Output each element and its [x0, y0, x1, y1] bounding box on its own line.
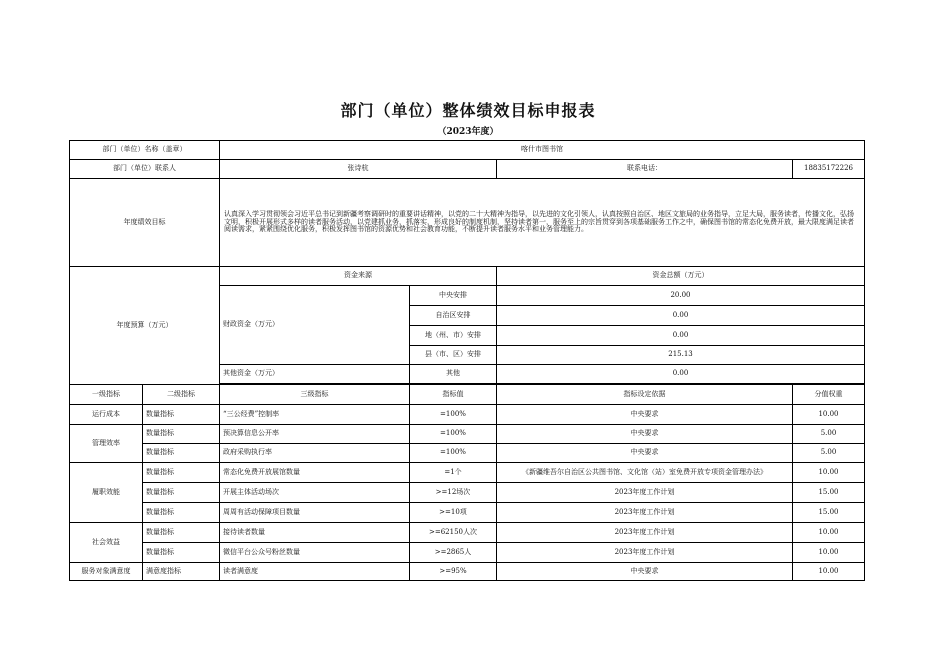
- budget-source-value: 0.00: [497, 326, 865, 346]
- level3-cell: 预决算信息公开率: [220, 425, 410, 444]
- indicator-row: [70, 405, 865, 425]
- other-funds-label: 其他资金（万元）: [220, 365, 410, 384]
- phone-label: 联系电话：: [497, 160, 793, 179]
- dept-name-row: [70, 141, 865, 160]
- budget-source-value: 0.00: [497, 306, 865, 326]
- goal-label: 年度绩效目标: [70, 179, 220, 267]
- basis-cell: 《新疆维吾尔自治区公共图书馆、文化馆（站）室免费开放专项资金管理办法》: [497, 463, 793, 483]
- indicator-row: [70, 483, 865, 503]
- dept-name-label: 部门（单位）名称（盖章）: [70, 141, 220, 160]
- budget-source-value: 215.13: [497, 346, 865, 365]
- basis-cell: 2023年度工作计划: [497, 523, 793, 543]
- level3-cell: 常态化免费开放展馆数量: [220, 463, 410, 483]
- level3-cell: 微信平台公众号粉丝数量: [220, 543, 410, 563]
- level2-cell: 满意度指标: [143, 563, 220, 581]
- basis-cell: 中央要求: [497, 425, 793, 444]
- value-cell: =1个: [410, 463, 497, 483]
- indicator-row: [70, 543, 865, 563]
- level1-cell: 管理效率: [70, 425, 143, 463]
- value-cell: >=2865人: [410, 543, 497, 563]
- weight-cell: 5.00: [793, 425, 865, 444]
- header-basis: 指标设定依据: [497, 385, 793, 405]
- value-cell: >=95%: [410, 563, 497, 581]
- value-cell: =100%: [410, 444, 497, 463]
- budget-source-header: 资金来源: [220, 267, 497, 286]
- level1-cell: 运行成本: [70, 405, 143, 425]
- header-value: 指标值: [410, 385, 497, 405]
- dept-contact-row: [70, 160, 865, 179]
- fiscal-funds-label: 财政资金（万元）: [220, 286, 410, 365]
- level3-cell: 读者满意度: [220, 563, 410, 581]
- budget-source-value: 20.00: [497, 286, 865, 306]
- budget-source-name: 县（市、区）安排: [410, 346, 497, 365]
- goal-row: [70, 179, 865, 267]
- contact-value: 张诗杭: [220, 160, 497, 179]
- weight-cell: 10.00: [793, 563, 865, 581]
- basis-cell: 2023年度工作计划: [497, 483, 793, 503]
- level3-cell: “三公经费”控制率: [220, 405, 410, 425]
- budget-source-name: 中央安排: [410, 286, 497, 306]
- level2-cell: 数量指标: [143, 523, 220, 543]
- basis-cell: 中央要求: [497, 405, 793, 425]
- indicator-row: [70, 444, 865, 463]
- indicator-row: [70, 463, 865, 483]
- basis-cell: 中央要求: [497, 444, 793, 463]
- contact-label: 部门（单位）联系人: [70, 160, 220, 179]
- goal-text: 认真深入学习贯彻领会习近平总书记到新疆考察调研时的重要讲话精神，以党的二十大精神为指导，以先进的文化引领人，认真按照自治区、地区文旅局的业务指导，立足大局，服务读者，传播文化，弘扬文明，积极开展形式多样的读者服务活动，以党建抓业务，抓落实，形成良好的制度机制，坚持读者第一，服务至上的宗旨贯穿到各项基础服务工作之中，确保图书馆的常态化免费开放，最大限度满足读者阅读需求，紧紧围绕优化服务，积极发挥图书馆的资源优势和社会教育功能，不断提升读者服务水平和业务管理能力。: [220, 179, 865, 267]
- value-cell: >=10项: [410, 503, 497, 523]
- form-title: 部门（单位）整体绩效目标申报表: [340, 101, 596, 120]
- level2-cell: 数量指标: [143, 425, 220, 444]
- basis-cell: 中央要求: [497, 563, 793, 581]
- header-level3: 三级指标: [220, 385, 410, 405]
- header-level2: 二级指标: [143, 385, 220, 405]
- budget-source-name: 自治区安排: [410, 306, 497, 326]
- indicator-row: [70, 425, 865, 444]
- budget-source-name: 地（州、市）安排: [410, 326, 497, 346]
- level1-cell: 服务对象满意度: [70, 563, 143, 581]
- level3-cell: 政府采购执行率: [220, 444, 410, 463]
- header-weight: 分值权重: [793, 385, 865, 405]
- indicator-row: [70, 523, 865, 543]
- header-level1: 一级指标: [70, 385, 143, 405]
- weight-cell: 10.00: [793, 543, 865, 563]
- value-cell: =100%: [410, 405, 497, 425]
- other-funds-value: 0.00: [497, 365, 865, 384]
- level2-cell: 数量指标: [143, 444, 220, 463]
- phone-value: 18835172226: [793, 160, 865, 179]
- level2-cell: 数量指标: [143, 503, 220, 523]
- level2-cell: 数量指标: [143, 483, 220, 503]
- budget-total-header: 资金总额（万元）: [497, 267, 865, 286]
- level2-cell: 数量指标: [143, 463, 220, 483]
- dept-name-value: 喀什市图书馆: [220, 141, 865, 160]
- weight-cell: 15.00: [793, 503, 865, 523]
- weight-cell: 15.00: [793, 483, 865, 503]
- level1-cell: 履职效能: [70, 463, 143, 523]
- indicator-row: [70, 503, 865, 523]
- budget-label: 年度预算（万元）: [70, 267, 220, 385]
- performance-table: [69, 140, 865, 581]
- budget-header-row: [70, 267, 865, 286]
- indicator-row: [70, 563, 865, 581]
- weight-cell: 10.00: [793, 463, 865, 483]
- basis-cell: 2023年度工作计划: [497, 503, 793, 523]
- level2-cell: 数量指标: [143, 543, 220, 563]
- value-cell: >=62150人次: [410, 523, 497, 543]
- value-cell: =100%: [410, 425, 497, 444]
- level1-cell: 社会效益: [70, 523, 143, 563]
- weight-cell: 10.00: [793, 523, 865, 543]
- form-year: （2023年度）: [437, 127, 499, 137]
- level3-cell: 开展主体活动场次: [220, 483, 410, 503]
- indicator-header-row: [70, 385, 865, 405]
- weight-cell: 5.00: [793, 444, 865, 463]
- level2-cell: 数量指标: [143, 405, 220, 425]
- value-cell: >=12场次: [410, 483, 497, 503]
- weight-cell: 10.00: [793, 405, 865, 425]
- level3-cell: 周周有活动保障项目数量: [220, 503, 410, 523]
- other-funds-name: 其他: [410, 365, 497, 384]
- basis-cell: 2023年度工作计划: [497, 543, 793, 563]
- level3-cell: 接待读者数量: [220, 523, 410, 543]
